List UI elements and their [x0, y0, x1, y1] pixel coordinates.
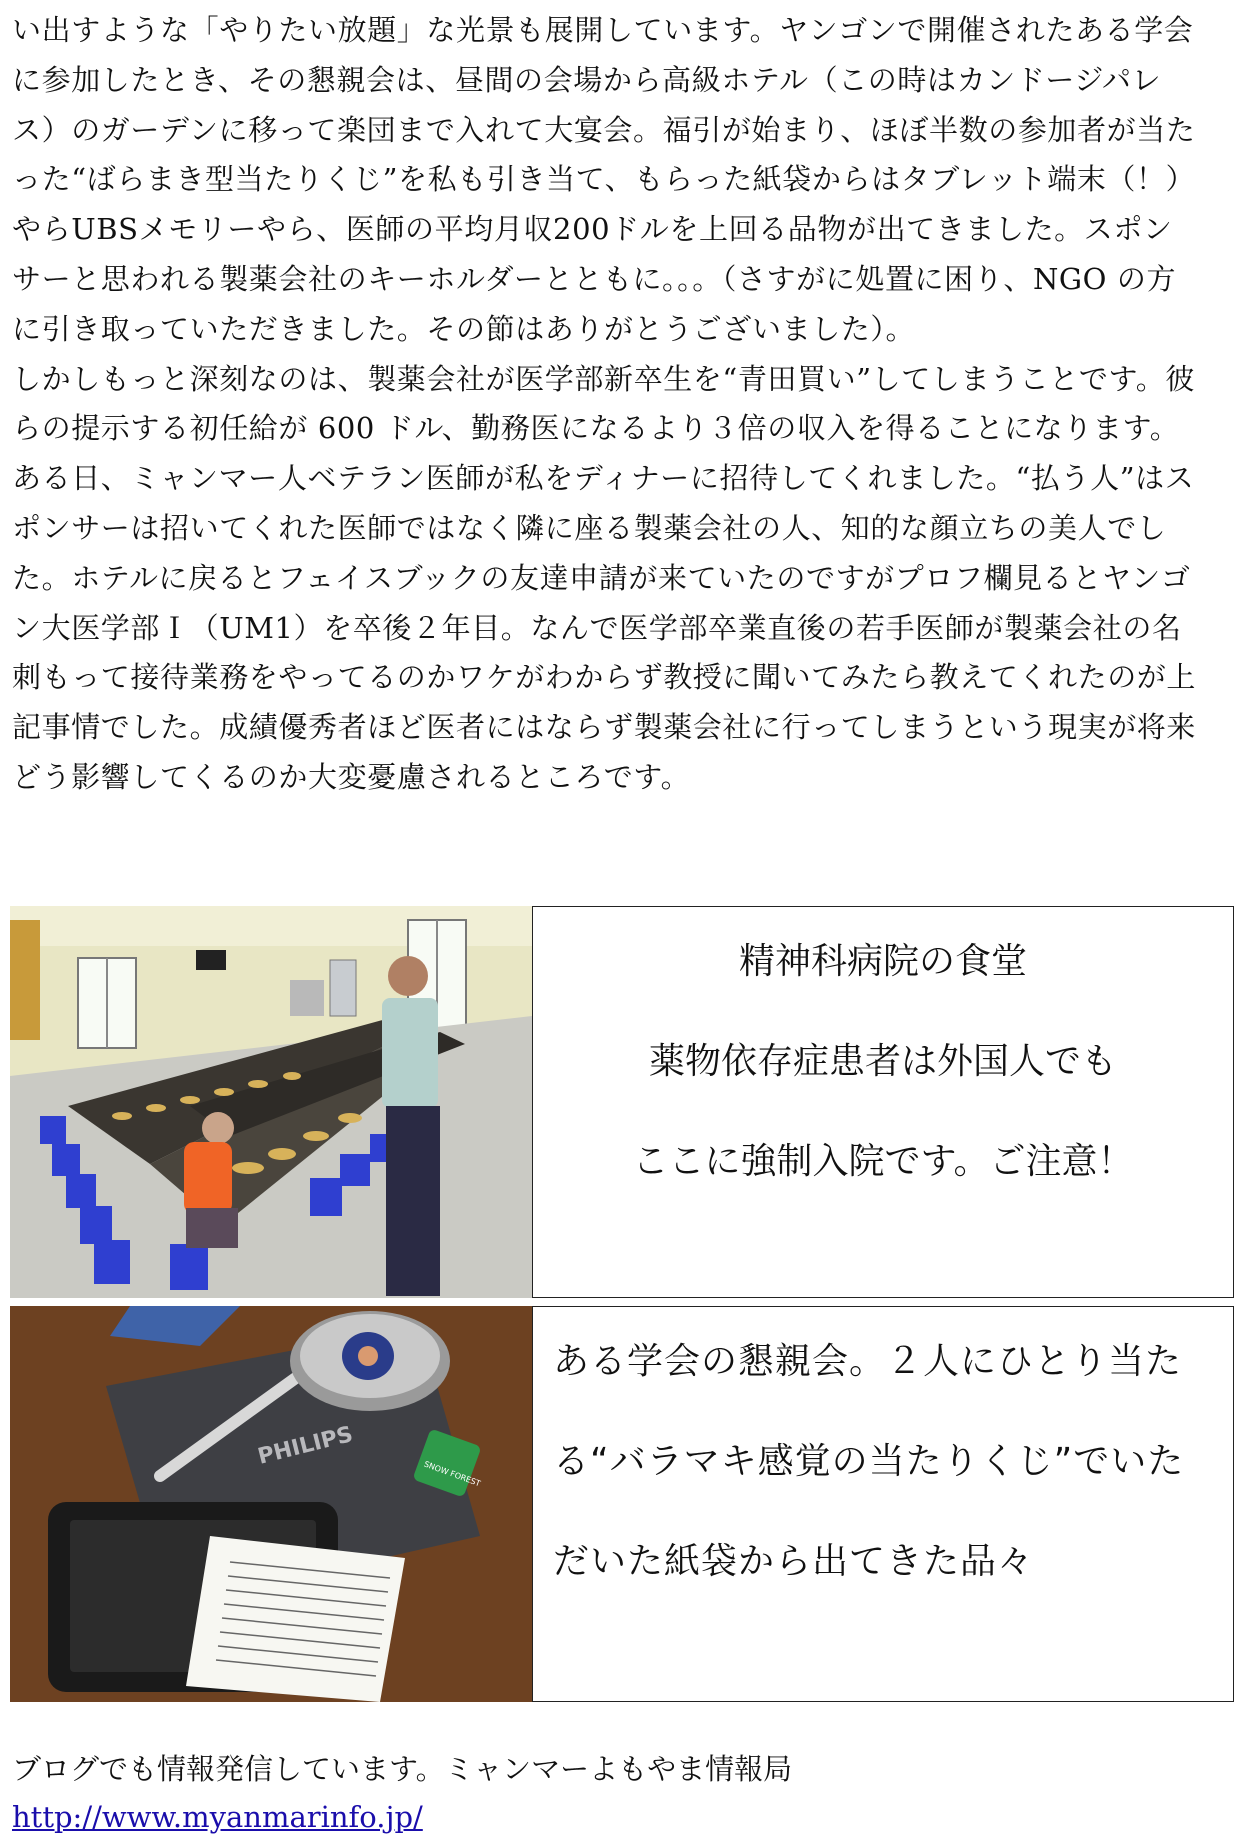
- figure-dining-hall: [10, 906, 1234, 1298]
- blog-link[interactable]: http://www.myanmarinfo.jp/: [12, 1800, 423, 1834]
- article-body: [12, 6, 1202, 803]
- lottery-prizes-caption: [532, 1306, 1234, 1702]
- blog-footer: [12, 1745, 792, 1841]
- lottery-prizes-photo: [10, 1306, 532, 1702]
- article-paragraph-2: しかしもっと深刻なのは、製薬会社が医学部新卒生を“青田買い”してしまうことです。彼らの提示する初任給が 600 ドル、勤務医になるより３倍の収入を得ることになります。ある日、ミャンマー人ベテラン医師が私をディナーに招待してくれました。“払う人”はスポンサーは招いてくれた医師ではなく隣に座る製薬会社の人、知的な顔立ちの美人でした。ホテルに戻るとフェイスブックの友達申請が来ていたのですがプロフ欄見るとヤンゴン大医学部Ｉ（UM1）を卒後２年目。なんで医学部卒業直後の若手医師が製薬会社の名刺もって接待業務をやってるのかワケがわからず教授に聞いてみたら教えてくれたのが上記事情でした。成績優秀者ほど医者にはならず製薬会社に行ってしまうという現実が将来どう影響してくるのか大変憂慮されるところです。: [12, 361, 1197, 794]
- caption-line: 薬物依存症患者は外国人でも: [648, 1041, 1117, 1082]
- blog-info-text: ブログでも情報発信しています。ミャンマーよもやま情報局: [12, 1752, 793, 1786]
- dining-hall-illustration: [10, 906, 532, 1298]
- lottery-prizes-illustration: [10, 1306, 532, 1702]
- caption-line: ここに強制入院です。ご注意！: [632, 1141, 1134, 1182]
- figure-lottery-prizes: [10, 1306, 1234, 1702]
- caption-line: る“バラマキ感覚の当たりくじ”でいた: [553, 1441, 1185, 1482]
- dining-hall-caption: [532, 906, 1234, 1298]
- article-paragraph-1: い出すような「やりたい放題」な光景も展開しています。ヤンゴンで開催されたある学会に参加したとき、その懇親会は、昼間の会場から高級ホテル（この時はカンドージパレス）のガーデンに移って楽団まで入れて大宴会。福引が始まり、ほぼ半数の参加者が当たった“ばらまき型当たりくじ”を私も引き当て、もらった紙袋からはタブレット端末（！）やらUBSメモリーやら、医師の平均月収200ドルを上回る品物が出てきました。スポンサーと思われる製薬会社のキーホルダーとともに。。。（さすがに処置に困り、NGO の方に引き取っていただきました。その節はありがとうございました）。: [12, 13, 1196, 346]
- keychain-label-text: SNOW FOREST: [422, 1459, 482, 1489]
- caption-line: だいた紙袋から出てきた品々: [553, 1541, 1035, 1582]
- notebook-brand-text: PHILIPS: [255, 1422, 356, 1470]
- caption-line: 精神科病院の食堂: [738, 941, 1027, 982]
- dining-hall-photo: [10, 906, 532, 1298]
- caption-line: ある学会の懇親会。２人にひとり当た: [553, 1341, 1183, 1382]
